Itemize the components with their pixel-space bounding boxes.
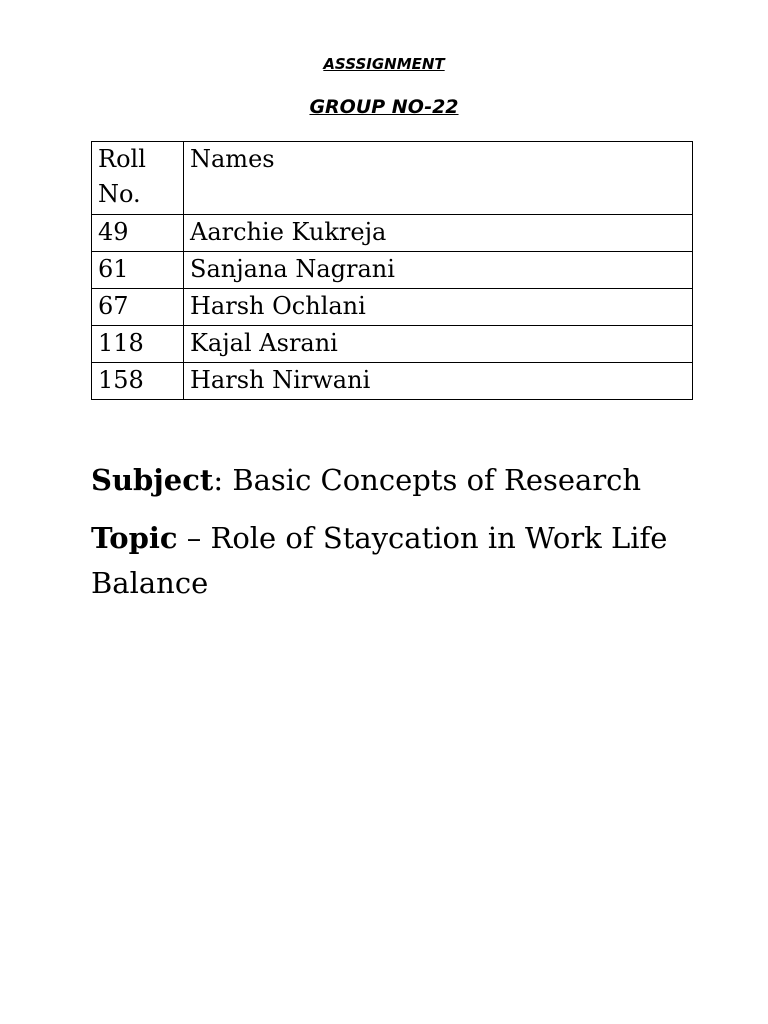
group-heading: GROUP NO-22	[309, 96, 459, 118]
group-members-table	[91, 141, 693, 400]
name-cell: Sanjana Nagrani	[184, 252, 693, 289]
subject-line	[91, 458, 711, 503]
table-header-row	[92, 142, 693, 215]
roll-number-cell: 118	[92, 326, 184, 363]
name-cell: Harsh Ochlani	[184, 289, 693, 326]
names-header: Names	[184, 142, 693, 215]
name-cell: Aarchie Kukreja	[184, 215, 693, 252]
roll-header-line-2: No.	[98, 180, 141, 208]
roll-number-cell: 49	[92, 215, 184, 252]
name-cell: Kajal Asrani	[184, 326, 693, 363]
topic-value: Role of Staycation in Work Life Balance	[91, 521, 668, 600]
table-row	[92, 289, 693, 326]
roll-number-cell: 61	[92, 252, 184, 289]
subject-separator: :	[213, 463, 233, 497]
table-row	[92, 363, 693, 400]
table-row	[92, 215, 693, 252]
roll-number-header	[92, 142, 184, 215]
topic-label: Topic	[91, 521, 178, 555]
topic-line	[91, 516, 711, 606]
roll-number-cell: 67	[92, 289, 184, 326]
table-row	[92, 326, 693, 363]
topic-separator: –	[177, 521, 211, 555]
roll-number-cell: 158	[92, 363, 184, 400]
assignment-heading: ASSSIGNMENT	[323, 55, 445, 73]
name-cell: Harsh Nirwani	[184, 363, 693, 400]
subject-label: Subject	[91, 463, 214, 497]
roll-header-line-1: Roll	[98, 145, 146, 173]
table-row	[92, 252, 693, 289]
subject-value: Basic Concepts of Research	[232, 463, 642, 497]
